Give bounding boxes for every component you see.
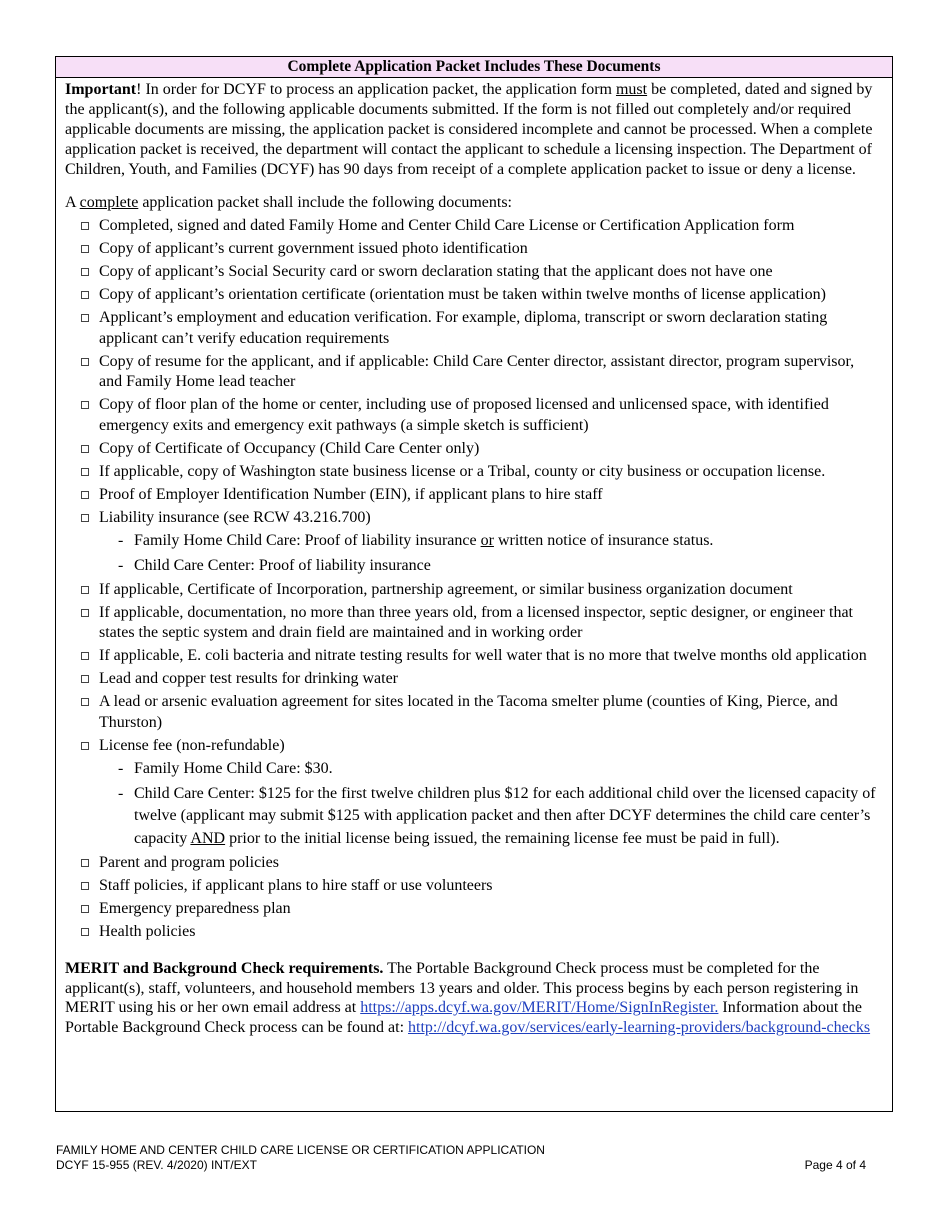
checkbox[interactable] (81, 928, 89, 936)
important-paragraph: Important! In order for DCYF to process an application packet, the application form must be completed, dated and signed by the applicant(s), and the following applicable documents submitted. If the form is not filled out completely and/or required applicable documents are missing, the application packet is considered incomplete and cannot be processed. When a complete application packet is received, the department will contact the applicant to schedule a licensing inspection. The Department of Children, Youth, and Families (DCYF) has 90 days from receipt of a complete application packet to issue or deny a license. (65, 81, 873, 178)
liability-sublist (99, 530, 878, 577)
checkbox[interactable] (81, 468, 89, 476)
checkbox[interactable] (81, 652, 89, 660)
checklist-item: Copy of applicant’s orientation certificate (orientation must be taken within twelve months of license application) (65, 285, 878, 306)
checkbox[interactable] (81, 445, 89, 453)
sublist-item: - Child Care Center: $125 for the first twelve children plus $12 for each additional child over the licensed capacity of twelve (applicant may submit $125 with application packet and then after DCYF determines the child care center’s capacity AND prior to the initial license being issued, the remaining license fee must be paid in full). (118, 784, 876, 847)
checklist-item: Completed, signed and dated Family Home and Center Child Care License or Certification Application form (65, 216, 878, 237)
checklist-item: Staff policies, if applicant plans to hire staff or use volunteers (65, 876, 878, 897)
checklist-item-license-fee: License fee (non-refundable) - Family Home Child Care: $30. - Child Care Center: $125 for the first twelve children plus $12 for each additional child over the licensed capacity of twelve (applicant may submit $125 with application packet and then after DCYF determines the child care center’s capacity AND prior to the initial license being issued, the remaining license fee must be paid in full). (65, 736, 878, 851)
fee-sublist (99, 758, 878, 850)
checkbox[interactable] (81, 358, 89, 366)
sublist-item: - Family Home Child Care: $30. (118, 760, 333, 777)
box-header: Complete Application Packet Includes These Documents (56, 57, 892, 78)
checklist-item: Copy of Certificate of Occupancy (Child Care Center only) (65, 439, 878, 460)
checklist-item: Copy of applicant’s current government issued photo identification (65, 239, 878, 260)
page-number: Page 4 of 4 (804, 1158, 866, 1172)
checklist-item: If applicable, E. coli bacteria and nitrate testing results for well water that is no more that twelve months old application (65, 646, 878, 667)
checkbox[interactable] (81, 882, 89, 890)
footer-form-title: FAMILY HOME AND CENTER CHILD CARE LICENSE OR CERTIFICATION APPLICATION (56, 1143, 545, 1157)
checklist-lead: A complete application packet shall include the following documents: (65, 194, 512, 211)
checkbox[interactable] (81, 491, 89, 499)
checkbox[interactable] (81, 859, 89, 867)
checkbox[interactable] (81, 314, 89, 322)
checkbox[interactable] (81, 698, 89, 706)
checklist-item: Parent and program policies (65, 853, 878, 874)
checklist-item: Copy of applicant’s Social Security card or sworn declaration stating that the applicant does not have one (65, 262, 878, 283)
important-label: Important (65, 81, 137, 98)
checklist-item: Copy of floor plan of the home or center, including use of proposed licensed and unlicensed space, with identified emergency exits and emergency exit pathways (a simple sketch is sufficient) (65, 395, 878, 436)
checklist-item: Copy of resume for the applicant, and if applicable: Child Care Center director, assistant director, program supervisor, and Family Home lead teacher (65, 352, 878, 393)
checklist-item: Health policies (65, 922, 878, 943)
application-packet-box (55, 56, 893, 1112)
checklist-item: If applicable, Certificate of Incorporation, partnership agreement, or similar business organization document (65, 580, 878, 601)
checkbox[interactable] (81, 675, 89, 683)
checkbox[interactable] (81, 401, 89, 409)
checklist-item: Applicant’s employment and education verification. For example, diploma, transcript or sworn declaration stating applicant can’t verify education requirements (65, 308, 878, 349)
checkbox[interactable] (81, 609, 89, 617)
checkbox[interactable] (81, 245, 89, 253)
document-checklist (65, 216, 878, 942)
checklist-item: If applicable, documentation, no more than three years old, from a licensed inspector, septic designer, or engineer that states the septic system and drain field are maintained and in working order (65, 603, 878, 644)
checkbox[interactable] (81, 268, 89, 276)
checklist-item: Lead and copper test results for drinking water (65, 669, 878, 690)
merit-paragraph: MERIT and Background Check requirements. The Portable Background Check process must be completed for the applicant(s), staff, volunteers, and household members 13 years and older. This process begins by each person registering in MERIT using his or her own email address at https://apps.dcyf.wa.gov/MERIT/Home/SignInRegister. Information about the Portable Background Check process can be found at: http://dcyf.wa.gov/services/early-learning-providers/background-checks (65, 960, 871, 1036)
merit-heading: MERIT and Background Check requirements. (65, 960, 384, 977)
checkbox[interactable] (81, 742, 89, 750)
box-body (56, 78, 892, 1037)
checklist-item: If applicable, copy of Washington state business license or a Tribal, county or city business or occupation license. (65, 462, 878, 483)
checklist-item: Proof of Employer Identification Number (EIN), if applicant plans to hire staff (65, 485, 878, 506)
checkbox[interactable] (81, 514, 89, 522)
sublist-item: - Family Home Child Care: Proof of liability insurance or written notice of insurance status. (118, 532, 714, 549)
sublist-item: - Child Care Center: Proof of liability insurance (118, 556, 431, 574)
merit-register-link[interactable]: https://apps.dcyf.wa.gov/MERIT/Home/SignInRegister. (360, 999, 719, 1016)
checklist-item: A lead or arsenic evaluation agreement for sites located in the Tacoma smelter plume (counties of King, Pierce, and Thurston) (65, 692, 878, 733)
checkbox[interactable] (81, 586, 89, 594)
background-checks-link[interactable]: http://dcyf.wa.gov/services/early-learning-providers/background-checks (408, 1018, 871, 1036)
footer-form-id: DCYF 15-955 (REV. 4/2020) INT/EXT Page 4 of 4 (56, 1158, 866, 1172)
checkbox[interactable] (81, 905, 89, 913)
checkbox[interactable] (81, 291, 89, 299)
checklist-item: Emergency preparedness plan (65, 899, 878, 920)
checkbox[interactable] (81, 222, 89, 230)
checklist-item-liability: Liability insurance (see RCW 43.216.700) - Family Home Child Care: Proof of liability insurance or written notice of insurance status. - Child Care Center: Proof of liability insurance (65, 508, 878, 578)
